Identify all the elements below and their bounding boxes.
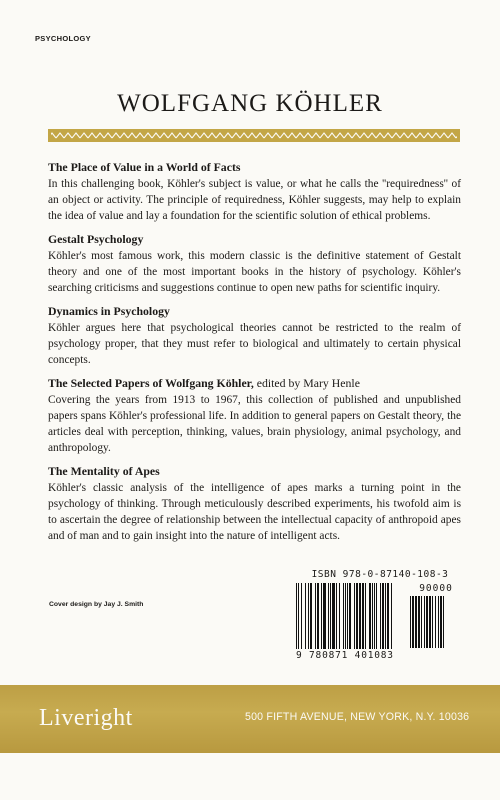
barcode-graphic [296,583,464,649]
book-title: The Place of Value in a World of Facts [48,160,241,174]
book-entry [48,463,461,544]
book-list [48,159,461,551]
barcode-block [296,569,464,662]
price-addon [410,583,462,649]
book-title: The Selected Papers of Wolfgang Köhler, edited by Mary Henle [48,376,360,390]
book-description: In this challenging book, Köhler's subject is value, or what he calls the ''requiredness'' of an object or activity. The principle of requiredness, Köhler suggests, may help to explain the idea of value and lay a foundation for the scientific solution of ethical problems. [48,178,461,222]
book-description: Köhler's classic analysis of the intelligence of apes marks a turning point in the psychology of thinking. Through meticulously described experiments, his twofold aim is to ascertain the degree of relationship between the intellectual capacity of anthropoid apes and of man and to gain insight into the nature of intelligent acts. [48,482,461,542]
cover-design-credit: Cover design by Jay J. Smith [49,601,144,608]
publisher-name: Liveright [39,705,133,731]
addon-barcode [410,596,462,648]
publisher-address: 500 FIFTH AVENUE, NEW YORK, N.Y. 10036 [245,711,470,723]
book-entry [48,231,461,296]
book-entry [48,375,461,456]
book-description: Köhler's most famous work, this modern classic is the definitive statement of Gestalt theory and one of the most important books in the history of psychology. Köhler's searching criticisms and suggestions continue to open new paths for scientific inquiry. [48,250,461,294]
isbn-number: ISBN 978-0-87140-108-3 [311,569,449,580]
barcode-gap [392,583,393,649]
book-entry [48,159,461,224]
book-editor: edited by Mary Henle [253,376,360,390]
barcode-bar [443,596,444,648]
zigzag-ornament [48,129,460,142]
category-label: PSYCHOLOGY [35,34,91,43]
decorative-border [48,129,460,142]
book-title: Dynamics in Psychology [48,304,170,318]
book-title: Gestalt Psychology [48,232,144,246]
ean-barcode [296,583,400,649]
publisher-band [0,685,500,753]
book-entry [48,303,461,368]
ean-number: 9 780871 401083 [296,650,394,661]
book-description: Covering the years from 1913 to 1967, this collection of published and unpublished papers spans Köhler's professional life. In addition to general papers on Gestalt theory, the articles deal with perception, thinking, values, brain physiology, animal psychology, and anthropology. [48,394,461,454]
book-description: Köhler argues here that psychological theories cannot be restricted to the realm of psychology proper, that they must refer to biological and ultimately to certain physical concepts. [48,322,461,366]
book-title: The Mentality of Apes [48,464,160,478]
addon-number: 90000 [419,583,453,594]
author-name: WOLFGANG KÖHLER [117,90,383,117]
